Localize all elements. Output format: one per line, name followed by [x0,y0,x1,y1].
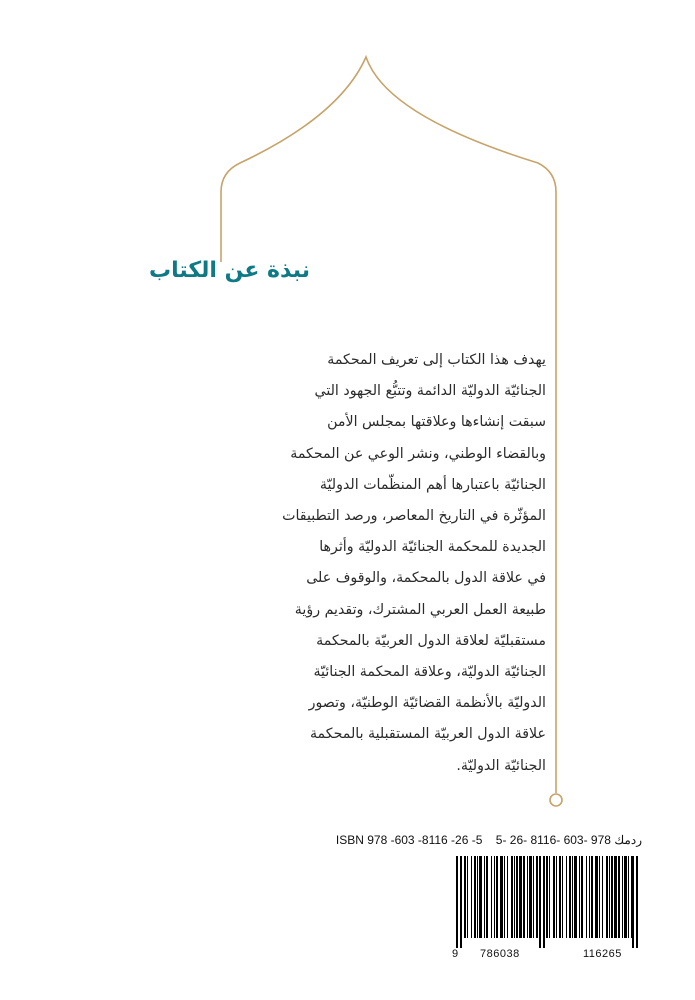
barcode-guard-bar [456,856,458,948]
barcode-bar [467,856,468,938]
barcode-bar [514,856,515,938]
blurb-line: في علاقة الدول بالمحكمة، والوقوف على [306,570,546,587]
barcode-bar [589,856,590,938]
barcode-bar [529,856,532,938]
barcode-guard-bar [632,856,634,948]
barcode-guard-bar [636,856,638,948]
barcode-digit-first: 9 [452,948,459,960]
isbn-line [335,833,642,847]
blurb-line: طبيعة العمل العربي المشترك، وتقديم رؤية [294,601,546,618]
barcode-bar [479,856,482,938]
barcode-bar [569,856,571,938]
barcode-guard-bar [460,856,462,948]
barcode-bar [546,856,548,938]
barcode-bar [559,856,561,938]
barcode-bar [614,856,617,938]
barcode-guard-bar [543,856,545,948]
barcode-bar [562,856,563,938]
blurb-line: يهدف هذا الكتاب إلى تعريف المحكمة [327,352,546,368]
barcode-digits-right: 116265 [583,948,622,960]
barcode-bar [507,856,508,938]
frame-end-ornament [550,794,562,806]
barcode-bar [599,856,600,938]
barcode-bar [591,856,593,938]
barcode-bar [523,856,525,938]
barcode-bar [536,856,538,938]
barcode-bar [511,856,513,938]
barcode-bar [606,856,608,938]
barcode-bar [628,856,629,938]
barcode-bar [549,856,550,938]
barcode-guard-bar [539,856,541,948]
barcode-bar [553,856,555,938]
isbn-code-en: 978 -603 -8116 -26 -5 [367,833,483,847]
barcode-bar [556,856,557,938]
barcode-bar [624,856,627,938]
blurb-line: الجنائيّة باعتبارها أهم المنظّمات الدوليّة [319,476,546,493]
barcode-bar [609,856,610,938]
barcode-bar [484,856,485,938]
blurb-line: سبقت إنشاءها وعلاقتها بمجلس الأمن [327,414,546,431]
barcode-bar [579,856,580,938]
blurb-line: الجديدة للمحكمة الجنائيّة الدوليّة وأثرها [319,539,546,556]
barcode-bar [474,856,476,938]
barcode-bar [464,856,466,938]
blurb-line: الجنائيّة الدوليّة، وعلاقة المحكمة الجنائيّة [313,664,546,681]
barcode-bar [500,856,503,938]
isbn-code-ar: 5- 26- 8116- 603- 978 [495,833,611,847]
barcode-bar [491,856,492,938]
barcode-bar [611,856,613,938]
barcode-bar [618,856,620,938]
barcode-bar [602,856,603,938]
blurb-line: وبالقضاء الوطني، ونشر الوعي عن المحكمة [290,445,546,462]
barcode-bar [471,856,472,938]
book-blurb [213,345,546,782]
blurb-line: الدوليّة بالأنظمة القضائيّة الوطنيّة، وتصور [308,695,546,712]
isbn-label-ar: ردمك [614,833,642,847]
barcode-bar [572,856,573,938]
barcode-bar [581,856,583,938]
blurb-line: مستقبليّة لعلاقة الدول العربيّة بالمحكمة [316,632,546,649]
blurb-line: الجنائيّة الدوليّة الدائمة وتتبُّع الجهود التي [314,383,546,400]
barcode-bar [586,856,587,938]
barcode-bar [477,856,478,938]
barcode-digits-left: 786038 [480,948,520,960]
barcode-bar [595,856,598,938]
barcode-bar [496,856,498,938]
blurb-line: علاقة الدول العربيّة المستقبلية بالمحكمة [309,726,546,743]
barcode-bar [533,856,534,938]
barcode-bar [566,856,567,938]
barcode-bar [527,856,528,938]
barcode-bar [486,856,488,938]
barcode-bar [516,856,518,938]
barcode-bar [622,856,623,938]
blurb-line: الجنائيّة الدوليّة. [456,757,546,774]
barcode-bar [519,856,522,938]
section-heading: نبذة عن الكتاب [148,258,310,283]
barcode-bar [504,856,505,938]
blurb-line: المؤثّرة في التاريخ المعاصر، ورصد التطبيقات [282,508,546,525]
barcode [450,856,640,948]
barcode-bar [574,856,577,938]
isbn-label-en: ISBN [335,833,364,847]
barcode-bar [494,856,495,938]
